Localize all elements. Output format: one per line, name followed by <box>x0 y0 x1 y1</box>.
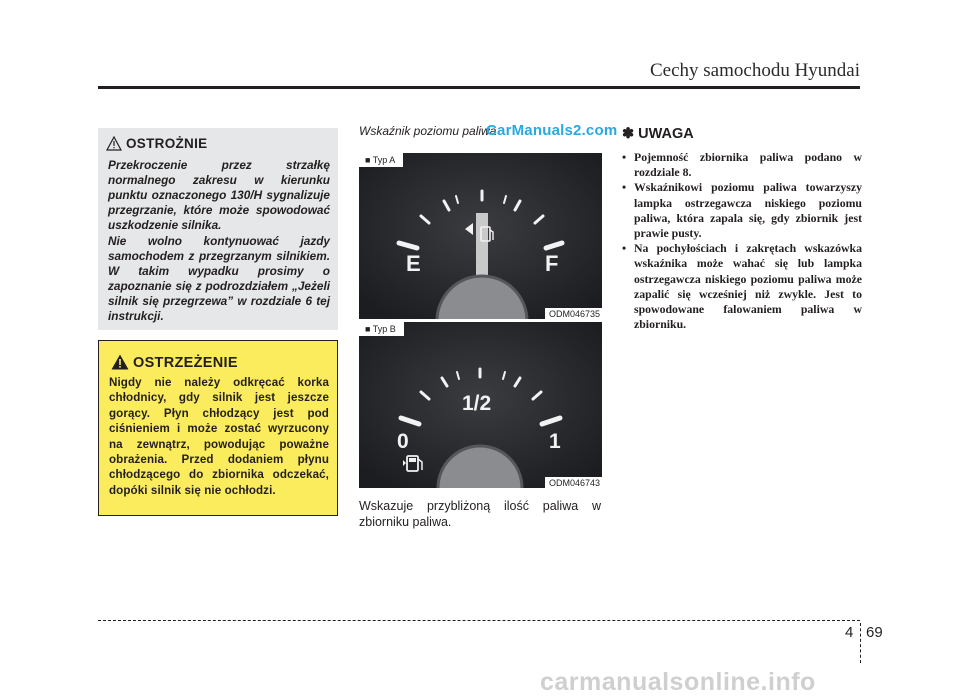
warning-triangle-icon <box>106 136 122 151</box>
fuel-gauge-heading: Wskaźnik poziomu paliwa <box>359 124 497 138</box>
caution-title: OSTROŻNIE <box>126 136 208 151</box>
type-b-label: ■ Typ B <box>359 322 404 336</box>
fuel-gauge-type-b-image <box>359 322 602 488</box>
caution-box <box>98 128 338 330</box>
list-item: • Na pochyłościach i zakrętach wskazówka wskaźnika może wahać się lub lampka ostrzegawcza niskiego poziomu paliwa może zapalić się wcześniej niż zwykle. Jest to spowodowane falowaniem paliwa w zbiorniku. <box>622 241 862 332</box>
warning-box <box>98 340 338 516</box>
warning-title: OSTRZEŻENIE <box>133 355 238 371</box>
type-a-label: ■ Typ A <box>359 153 403 167</box>
gauge-b-full-mark: 1 <box>549 430 561 453</box>
gauge-a-empty-mark: E <box>406 251 421 276</box>
warning-triangle-icon <box>111 354 129 370</box>
note-title: ✽ UWAGA <box>622 126 694 142</box>
header-rule <box>98 86 860 89</box>
note-item-3: Na pochyłościach i zakrętach wskazówka wskaźnika może wahać się lub lampka ostrzegawcza niskiego poziomu paliwa może zapalić się wcześniej niż zwykle. Jest to spowodowane falowaniem paliwa w zbiorniku. <box>634 241 862 332</box>
caution-paragraph-2: Nie wolno kontynuować jazdy samochodem z przegrzanym silnikiem. W takim wypadku prosimy o zapoznanie się z podrozdziałem „Jeżeli silnik się przegrzewa” w rozdziale 6 tej instrukcji. <box>108 234 330 323</box>
gauge-b-half-mark: 1/2 <box>462 392 492 415</box>
site-watermark: CarManuals2.com <box>486 122 618 139</box>
footer-divider <box>860 623 861 663</box>
list-item: • Wskaźnikowi poziomu paliwa towarzyszy lampka ostrzegawcza niskiego poziomu paliwa, która zapala się, gdy zbiornik jest prawie pusty. <box>622 180 862 241</box>
note-item-1: Pojemność zbiornika paliwa podano w rozdziale 8. <box>634 150 862 180</box>
footer-rule <box>98 620 860 621</box>
type-b-code: ODM046743 <box>545 477 602 488</box>
fuel-gauge-description: Wskazuje przybliżoną ilość paliwa w zbiorniku paliwa. <box>359 499 601 529</box>
type-a-code: ODM046735 <box>545 308 602 319</box>
note-item-2: Wskaźnikowi poziomu paliwa towarzyszy lampka ostrzegawcza niskiego poziomu paliwa, która zapala się, gdy zbiornik jest prawie pusty. <box>634 180 862 241</box>
page-number: 69 <box>866 624 883 641</box>
warning-text: Nigdy nie należy odkręcać korka chłodnicy, gdy silnik jest jeszcze gorący. Płyn chłodzący jest pod ciśnieniem i może zostać wyrzucony na zewnątrz, powodując poważne obrażenia. Przed dodaniem płynu chłodzącego do zbiornika odczekać, dopóki silnik się nie ochłodzi. <box>109 376 329 497</box>
gauge-b-empty-mark: 0 <box>397 430 409 453</box>
note-list <box>622 150 862 332</box>
caution-paragraph-1: Przekroczenie przez strzałkę normalnego zakresu w kierunku punktu oznaczonego 130/H sygnalizuje przegrzanie, które może spowodować uszkodzenie silnika. <box>108 158 330 232</box>
running-header: Cechy samochodu Hyundai <box>649 60 860 81</box>
gauge-a-full-mark: F <box>545 251 559 276</box>
section-number: 4 <box>845 624 854 641</box>
fuel-gauge-type-a-image <box>359 153 602 319</box>
footer-watermark: carmanualsonline.info <box>540 668 816 696</box>
list-item: • Pojemność zbiornika paliwa podano w rozdziale 8. <box>622 150 862 180</box>
